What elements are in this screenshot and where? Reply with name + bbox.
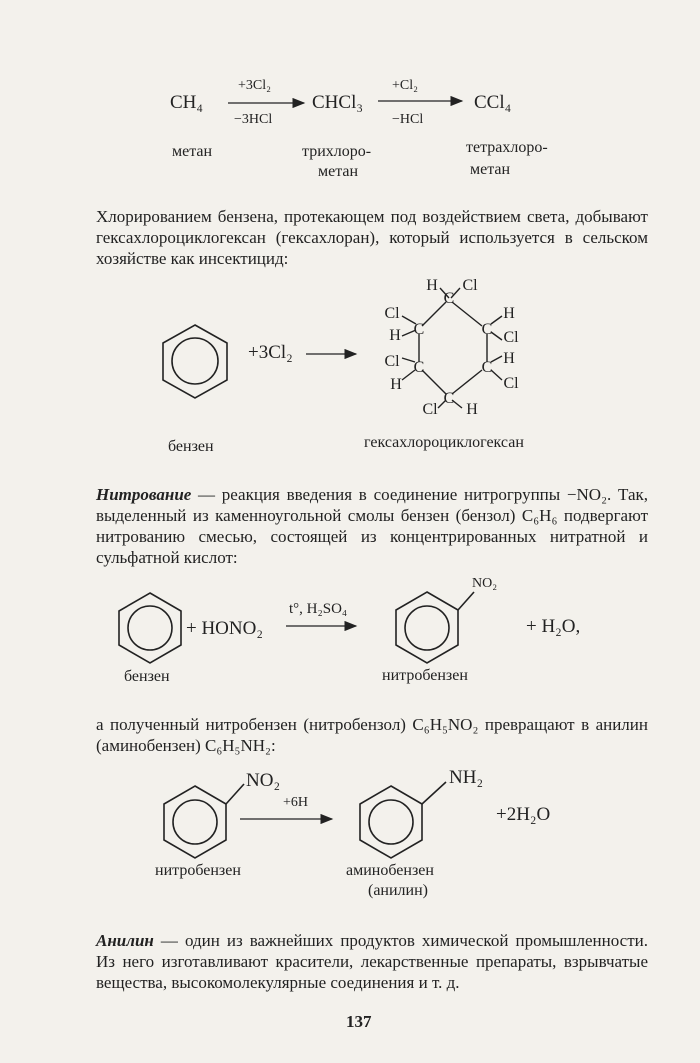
scheme3-substituent: NO₂	[472, 576, 498, 591]
atom-cl-top: Cl	[462, 277, 478, 294]
atom-h-ul: H	[389, 327, 401, 344]
atom-h-lr: H	[503, 350, 515, 367]
scheme4-water: +2H₂O	[496, 804, 551, 825]
atom-c3: C	[481, 359, 493, 376]
arrow2-top-label: +Cl₂	[392, 78, 419, 93]
atom-h-top: H	[426, 277, 438, 294]
label-nitrobenzene-2: нитробензен	[155, 862, 241, 879]
benzene-ring-1	[163, 325, 227, 398]
atom-c4: C	[443, 390, 455, 407]
atom-c2: C	[481, 321, 493, 338]
atom-cl-ur: Cl	[503, 329, 519, 346]
label-aniline: (анилин)	[368, 882, 428, 899]
paragraph-chlorination: Хлорированием бензена, протекающем под воздействием света, добывают гексахлороциклогексан (гексахлоран), который используется в сельском хозяйстве как инсектицид:	[96, 207, 648, 268]
atom-h-ur: H	[503, 305, 515, 322]
paragraph-aniline-text: — один из важнейших продуктов химической промышленности. Из него изготавливают красители, лекарственные препараты, взрывчатые вещества, высокомолекулярные соединения и т. д.	[96, 931, 648, 992]
term-nitration: Нитрование	[96, 485, 192, 504]
atom-h-bot: H	[466, 401, 478, 418]
arrow1-top-label: +3Cl₂	[238, 78, 272, 93]
nitrobenzene-ring-2	[164, 784, 244, 858]
atom-cl-ll: Cl	[384, 353, 400, 370]
atom-cl-bot: Cl	[422, 401, 438, 418]
label-trichloromethane-2: метан	[318, 163, 359, 180]
formula-ch4: CH₄	[170, 92, 204, 113]
paragraph-nitration-text: — реакция введения в соединение нитрогруппы −NO₂. Так, выделенный из каменноугольной смолы бензен (бензол) C₆H₆ подвергают нитрованию смесью, состоящей из концентрированных нитратной и сульфатной кислот:	[96, 485, 648, 567]
atom-c6: C	[413, 321, 425, 338]
formula-ccl4: CCl₄	[474, 92, 512, 113]
label-trichloromethane-1: трихлоро-	[302, 143, 372, 160]
term-aniline: Анилин	[96, 931, 154, 950]
aniline-ring	[360, 782, 446, 858]
scheme3-conditions: t°, H₂SO₄	[289, 601, 348, 617]
label-aminobenzene: аминобензен	[346, 862, 434, 879]
label-benzene-1: бензен	[168, 438, 214, 455]
atom-h-ll: H	[390, 376, 402, 393]
arrow1-bottom-label: −3HCl	[234, 112, 273, 127]
formula-chcl3: CHCl₃	[312, 92, 363, 113]
label-hexachlorocyclohexane: гексахлороциклогексан	[364, 434, 524, 451]
label-methane: метан	[172, 143, 213, 160]
label-benzene-2: бензен	[124, 668, 170, 685]
atom-c5: C	[413, 359, 425, 376]
scheme3-water: + H₂O,	[526, 616, 581, 637]
scheme4-arrow-label: +6H	[283, 795, 309, 810]
arrow2-bottom-label: −HCl	[392, 112, 424, 127]
atom-cl-lr: Cl	[503, 375, 519, 392]
label-nitrobenzene-1: нитробензен	[382, 667, 468, 684]
scheme4-substituent-right: NH₂	[449, 767, 484, 788]
label-tetrachloromethane-2: метан	[470, 161, 511, 178]
atom-c1: C	[443, 290, 455, 307]
scheme3-reagent: + HONO₂	[186, 618, 263, 639]
page-number: 137	[346, 1012, 372, 1031]
nitrobenzene-ring-1	[396, 592, 474, 663]
cyclohexane-atoms	[384, 277, 519, 418]
label-tetrachloromethane-1: тетрахлоро-	[466, 139, 548, 156]
benzene-ring-2	[119, 593, 181, 663]
scheme4-substituent-left: NO₂	[246, 770, 281, 791]
paragraph-aniline-conversion: а полученный нитробензен (нитробензол) C₆H₅NO₂ превращают в анилин (аминобензен) C₆H₅NH₂:	[96, 715, 648, 755]
scheme2-reagent: +3Cl₂	[248, 342, 293, 363]
atom-cl-ul: Cl	[384, 305, 400, 322]
